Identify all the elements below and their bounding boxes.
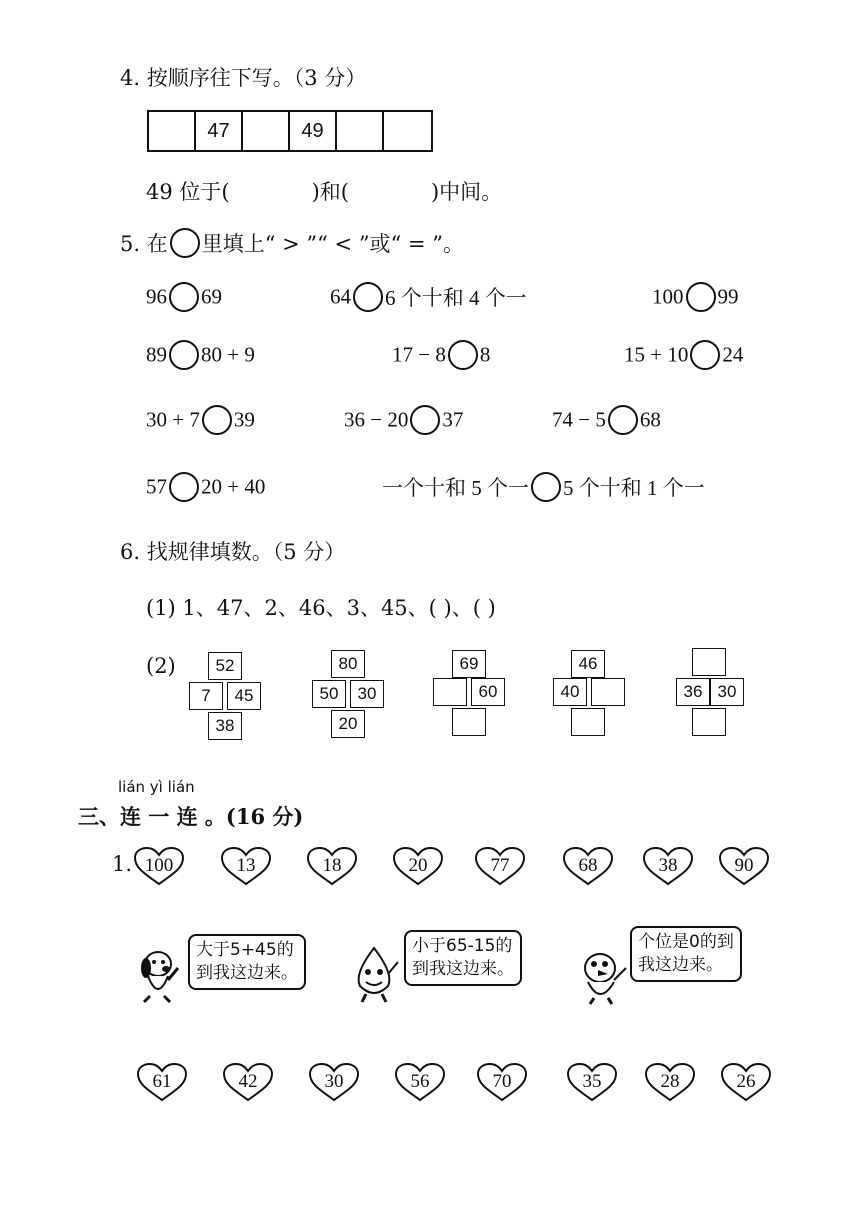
- heart-card[interactable]: [222, 1062, 274, 1102]
- cross-bottom[interactable]: [692, 708, 726, 736]
- compare-right: 37: [442, 407, 464, 432]
- heart-card[interactable]: [306, 846, 358, 886]
- compare-circle[interactable]: [169, 282, 199, 312]
- circle-icon: [170, 228, 200, 258]
- speech-bubble: [188, 934, 306, 990]
- compare-right: 8: [479, 342, 491, 367]
- compare-right: 69: [201, 284, 222, 309]
- heart-number: 61: [152, 1071, 172, 1092]
- sequence-cell[interactable]: [384, 112, 431, 150]
- speech-bubble: [630, 926, 742, 982]
- heart-card[interactable]: [644, 1062, 696, 1102]
- q6-title: 6. 找规律填数。（5 分）: [120, 540, 346, 564]
- compare-item: [392, 340, 490, 370]
- heart-card[interactable]: [308, 1062, 360, 1102]
- heart-number: 42: [238, 1071, 258, 1092]
- sequence-cell[interactable]: [337, 112, 384, 150]
- compare-item: [146, 472, 265, 502]
- dog-character-icon: [132, 944, 184, 1008]
- heart-card[interactable]: [136, 1062, 188, 1102]
- cross-bottom[interactable]: [452, 708, 486, 736]
- sequence-cell[interactable]: 47: [196, 112, 243, 150]
- compare-right: 5 个十和 1 个一: [563, 476, 705, 500]
- compare-item: [146, 340, 255, 370]
- heart-number: 90: [734, 855, 754, 876]
- compare-right: 68: [639, 407, 661, 432]
- heart-number: 56: [410, 1071, 430, 1092]
- q4-fill-line: [146, 176, 502, 206]
- compare-circle[interactable]: [410, 405, 440, 435]
- sequence-box: [147, 110, 433, 152]
- compare-circle[interactable]: [690, 340, 720, 370]
- heart-card[interactable]: [476, 1062, 528, 1102]
- compare-circle[interactable]: [608, 405, 638, 435]
- compare-right: 24: [722, 342, 744, 367]
- compare-left: 57: [146, 474, 167, 499]
- sequence-cell[interactable]: 49: [290, 112, 337, 150]
- cross-top[interactable]: 52: [208, 652, 242, 680]
- compare-left: 17 − 8: [392, 342, 446, 367]
- compare-left: 一个十和 5 个一: [382, 476, 529, 500]
- heart-number: 26: [736, 1071, 756, 1092]
- heart-number: 70: [492, 1071, 512, 1092]
- heart-number: 30: [324, 1071, 344, 1092]
- cross-right[interactable]: 60: [471, 678, 505, 706]
- bubble-line: 个位是0的到: [638, 932, 734, 952]
- q5-title-b: 里填上“ > ”“ < ”或“ = ”。: [201, 232, 464, 256]
- compare-item: [624, 340, 743, 370]
- cross-bottom[interactable]: 20: [331, 710, 365, 738]
- cross-left[interactable]: [433, 678, 467, 706]
- q4-fill-text-c: )中间。: [430, 180, 503, 204]
- heart-card[interactable]: [566, 1062, 618, 1102]
- drop-character-icon: [346, 944, 402, 1008]
- heart-card[interactable]: [562, 846, 614, 886]
- compare-circle[interactable]: [448, 340, 478, 370]
- compare-left: 89: [146, 342, 167, 367]
- cross-right[interactable]: 30: [350, 680, 384, 708]
- compare-item: [552, 405, 661, 435]
- heart-number: 77: [490, 855, 510, 876]
- heart-number: 38: [658, 855, 678, 876]
- cross-right[interactable]: 45: [227, 682, 261, 710]
- bird-character-icon: [574, 946, 630, 1010]
- bubble-line: 小于65-15的: [412, 936, 513, 956]
- cross-right[interactable]: [591, 678, 625, 706]
- compare-right: 80 + 9: [201, 342, 255, 367]
- bubble-line: 到我这边来。: [412, 959, 514, 979]
- heart-card[interactable]: [220, 846, 272, 886]
- compare-right: 20 + 40: [201, 474, 266, 499]
- compare-left: 100: [652, 284, 684, 309]
- cross-left[interactable]: 50: [312, 680, 346, 708]
- heart-number: 100: [144, 855, 174, 876]
- speech-bubble: [404, 930, 522, 986]
- heart-card[interactable]: [474, 846, 526, 886]
- section3-title: 三、连 一 连 。(16 分): [78, 804, 304, 829]
- cross-right[interactable]: 30: [710, 678, 744, 706]
- heart-number: 20: [408, 855, 428, 876]
- compare-item: [330, 282, 527, 312]
- compare-left: 74 − 5: [552, 407, 606, 432]
- compare-item: [344, 405, 463, 435]
- q5-title-a: 5. 在: [120, 232, 168, 256]
- q5-title: [120, 228, 464, 258]
- section3-item-number: 1.: [112, 852, 133, 876]
- bubble-line: 到我这边来。: [196, 963, 298, 983]
- sequence-cell[interactable]: [149, 112, 196, 150]
- compare-right: 6 个十和 4 个一: [385, 286, 527, 310]
- cross-top[interactable]: 46: [571, 650, 605, 678]
- heart-number: 28: [660, 1071, 680, 1092]
- cross-bottom[interactable]: 38: [208, 712, 242, 740]
- compare-left: 64: [330, 284, 351, 309]
- compare-left: 30 + 7: [146, 407, 200, 432]
- compare-left: 15 + 10: [624, 342, 689, 367]
- q6-part1: (1) 1、47、2、46、3、45、( )、( ): [146, 596, 496, 620]
- compare-circle[interactable]: [686, 282, 716, 312]
- cross-top[interactable]: [692, 648, 726, 676]
- cross-top[interactable]: 80: [331, 650, 365, 678]
- q4-title: 4. 按顺序往下写。（3 分）: [120, 66, 367, 90]
- heart-card[interactable]: [642, 846, 694, 886]
- compare-item: [652, 282, 739, 312]
- compare-right: 99: [717, 284, 739, 309]
- heart-number: 68: [578, 855, 598, 876]
- compare-circle[interactable]: [169, 472, 199, 502]
- q4-fill-text-a: 49 位于(: [146, 180, 230, 204]
- compare-circle[interactable]: [353, 282, 383, 312]
- heart-card[interactable]: [720, 1062, 772, 1102]
- heart-number: 13: [236, 855, 256, 876]
- heart-card[interactable]: [392, 846, 444, 886]
- q6-part2-label: (2): [146, 654, 176, 678]
- compare-item: [146, 405, 255, 435]
- cross-left[interactable]: 36: [676, 678, 710, 706]
- compare-item: [146, 282, 222, 312]
- cross-top[interactable]: 69: [452, 650, 486, 678]
- section3-pinyin: lián yì lián: [118, 778, 195, 796]
- heart-card[interactable]: [394, 1062, 446, 1102]
- heart-card[interactable]: [718, 846, 770, 886]
- heart-number: 18: [322, 855, 342, 876]
- cross-left[interactable]: 40: [553, 678, 587, 706]
- compare-left: 96: [146, 284, 167, 309]
- compare-item: [382, 472, 705, 502]
- compare-right: 39: [233, 407, 255, 432]
- compare-left: 36 − 20: [344, 407, 409, 432]
- sequence-cell[interactable]: [243, 112, 290, 150]
- cross-left[interactable]: 7: [189, 682, 223, 710]
- compare-circle[interactable]: [169, 340, 199, 370]
- bubble-line: 大于5+45的: [196, 940, 294, 960]
- q4-fill-text-b: )和(: [311, 180, 349, 204]
- bubble-line: 我这边来。: [638, 955, 723, 975]
- compare-circle[interactable]: [202, 405, 232, 435]
- heart-card[interactable]: [133, 846, 185, 886]
- compare-circle[interactable]: [531, 472, 561, 502]
- heart-number: 35: [582, 1071, 602, 1092]
- cross-bottom[interactable]: [571, 708, 605, 736]
